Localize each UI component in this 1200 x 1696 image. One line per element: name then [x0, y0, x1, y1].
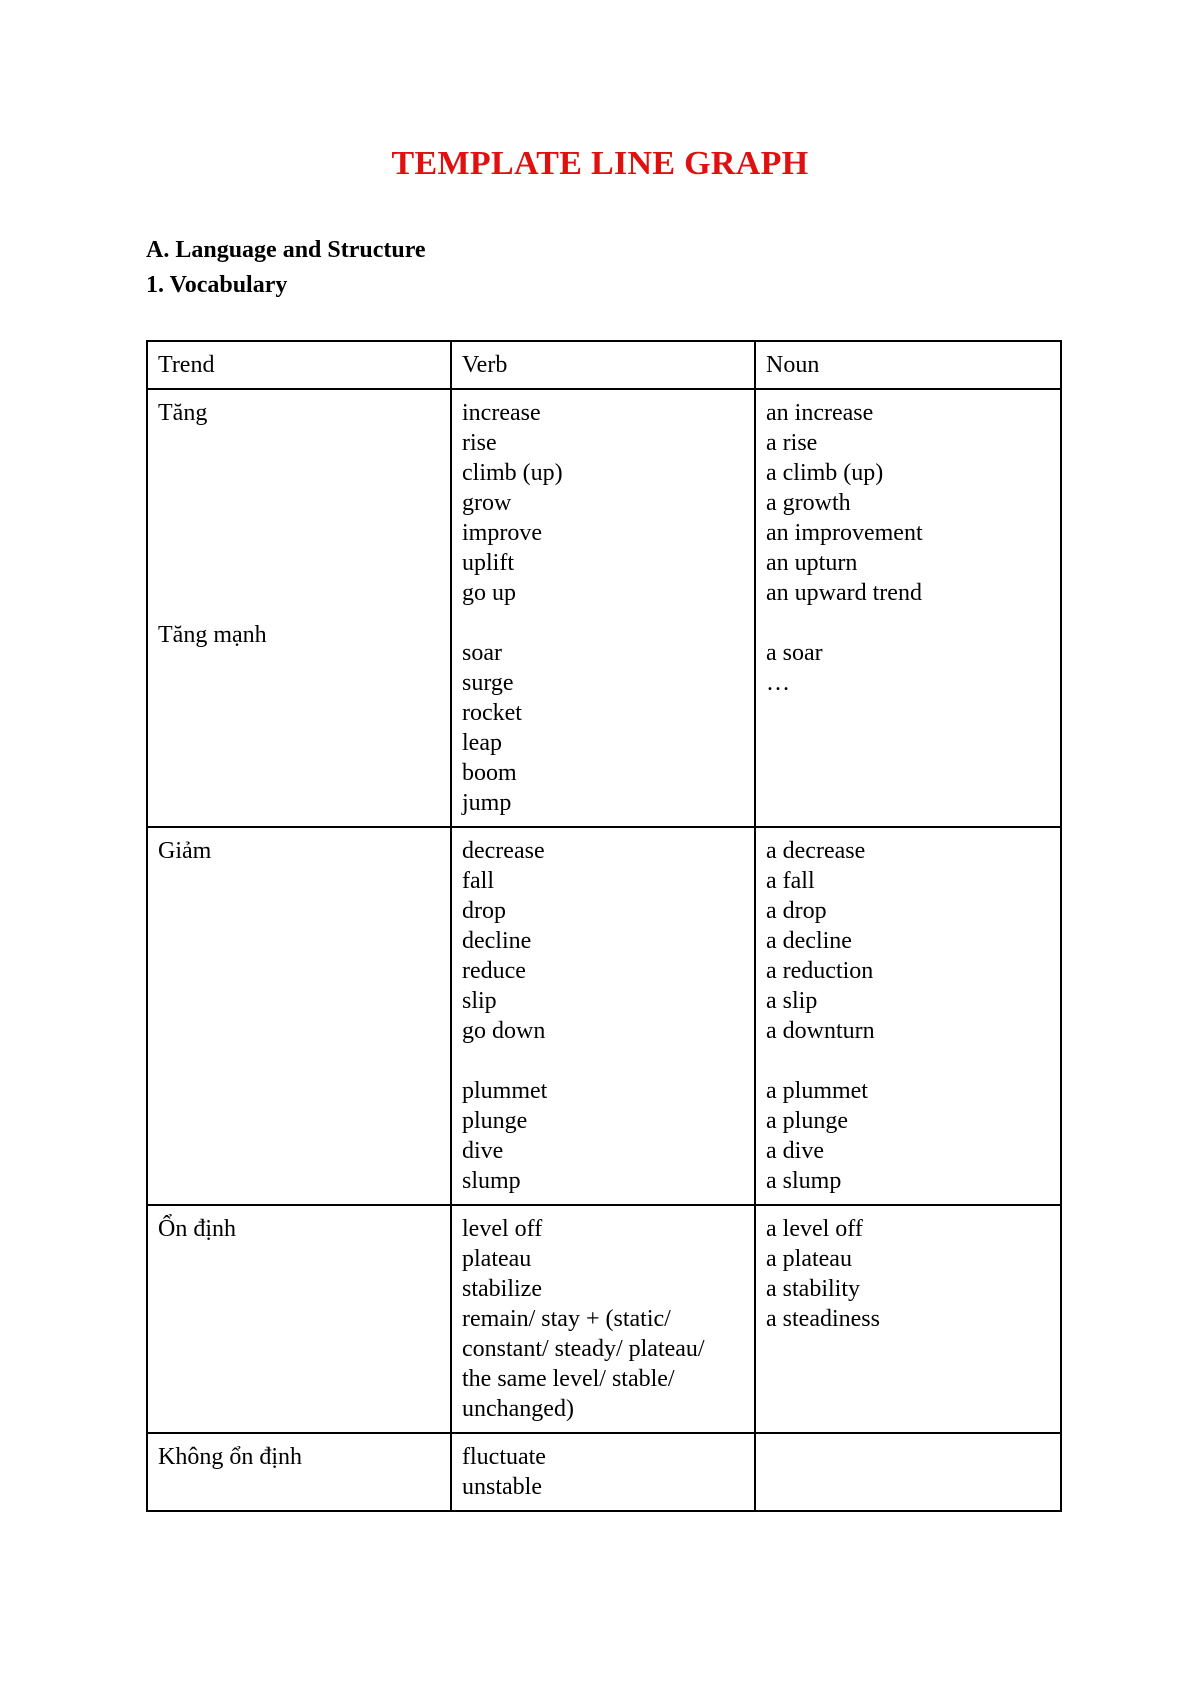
section-heading-language-structure: A. Language and Structure: [146, 237, 426, 263]
list-item: soar: [462, 640, 502, 666]
list-item: a rise: [766, 430, 818, 456]
list-item: stabilize: [462, 1276, 542, 1302]
list-item: increase: [462, 400, 541, 426]
list-item: a plateau: [766, 1246, 852, 1272]
list-item: an improvement: [766, 520, 923, 546]
list-item: jump: [462, 790, 512, 816]
list-item: plateau: [462, 1246, 532, 1272]
noun-list: [766, 1214, 1050, 1334]
noun-list-strong: [766, 638, 1050, 698]
table-row-increase: [147, 389, 1061, 827]
verb-list: [462, 836, 744, 1046]
trend-label: Tăng: [158, 400, 208, 426]
trend-label: Ổn định: [158, 1216, 236, 1242]
list-item: fall: [462, 868, 494, 894]
list-item: unchanged): [462, 1396, 574, 1422]
list-item: decline: [462, 928, 532, 954]
list-item: reduce: [462, 958, 526, 984]
trend-sublabel: Tăng mạnh: [158, 622, 267, 648]
verb-cell: [451, 389, 755, 827]
table-row-stable: [147, 1205, 1061, 1433]
list-item: an upward trend: [766, 580, 922, 606]
list-item: remain/ stay + (static/: [462, 1306, 671, 1332]
list-item: rocket: [462, 700, 522, 726]
list-item: a drop: [766, 898, 827, 924]
list-item: a decrease: [766, 838, 866, 864]
list-item: a reduction: [766, 958, 874, 984]
noun-list-strong: [766, 1076, 1050, 1196]
list-item: rise: [462, 430, 497, 456]
noun-cell: [755, 1205, 1061, 1433]
noun-list: [766, 398, 1050, 608]
noun-cell: [755, 827, 1061, 1205]
header-noun: Noun: [755, 341, 1061, 389]
list-item: surge: [462, 670, 514, 696]
noun-cell: [755, 389, 1061, 827]
table-row-decrease: [147, 827, 1061, 1205]
list-item: a steadiness: [766, 1306, 880, 1332]
list-item: …: [766, 670, 790, 696]
list-item: a plummet: [766, 1078, 868, 1104]
list-item: level off: [462, 1216, 543, 1242]
list-item: a plunge: [766, 1108, 848, 1134]
table-row-unstable: [147, 1433, 1061, 1511]
trend-cell: [147, 389, 451, 827]
verb-list: [462, 398, 744, 608]
verb-cell: [451, 827, 755, 1205]
list-item: dive: [462, 1138, 504, 1164]
verb-list: [462, 1442, 744, 1502]
noun-list: [766, 836, 1050, 1046]
list-item: fluctuate: [462, 1444, 546, 1470]
list-item: slip: [462, 988, 497, 1014]
verb-list-strong: [462, 638, 744, 818]
list-item: the same level/ stable/: [462, 1366, 675, 1392]
verb-cell: [451, 1205, 755, 1433]
trend-label: Giảm: [158, 838, 212, 864]
list-item: leap: [462, 730, 502, 756]
vocabulary-table: [146, 340, 1062, 1512]
list-item: a growth: [766, 490, 851, 516]
verb-list-strong: [462, 1076, 744, 1196]
list-item: a level off: [766, 1216, 863, 1242]
verb-list: [462, 1214, 744, 1424]
list-item: improve: [462, 520, 542, 546]
trend-cell: [147, 1205, 451, 1433]
list-item: boom: [462, 760, 517, 786]
list-item: an upturn: [766, 550, 858, 576]
list-item: a stability: [766, 1276, 860, 1302]
list-item: a dive: [766, 1138, 824, 1164]
header-verb: Verb: [451, 341, 755, 389]
header-trend: Trend: [147, 341, 451, 389]
list-item: drop: [462, 898, 506, 924]
list-item: unstable: [462, 1474, 542, 1500]
list-item: plummet: [462, 1078, 548, 1104]
trend-cell: [147, 1433, 451, 1511]
list-item: grow: [462, 490, 512, 516]
page-title: TEMPLATE LINE GRAPH: [391, 145, 809, 182]
list-item: decrease: [462, 838, 545, 864]
list-item: plunge: [462, 1108, 528, 1134]
list-item: slump: [462, 1168, 521, 1194]
section-heading-vocabulary: 1. Vocabulary: [146, 272, 288, 298]
noun-cell: [755, 1433, 1061, 1511]
trend-cell: [147, 827, 451, 1205]
list-item: a decline: [766, 928, 852, 954]
list-item: a soar: [766, 640, 823, 666]
list-item: constant/ steady/ plateau/: [462, 1336, 705, 1362]
list-item: a slump: [766, 1168, 842, 1194]
list-item: uplift: [462, 550, 514, 576]
list-item: a climb (up): [766, 460, 884, 486]
list-item: go up: [462, 580, 516, 606]
list-item: a fall: [766, 868, 815, 894]
table-header-row: [147, 341, 1061, 389]
list-item: climb (up): [462, 460, 563, 486]
list-item: a slip: [766, 988, 818, 1014]
list-item: an increase: [766, 400, 874, 426]
verb-cell: [451, 1433, 755, 1511]
list-item: a downturn: [766, 1018, 875, 1044]
trend-label: Không ổn định: [158, 1444, 302, 1470]
list-item: go down: [462, 1018, 546, 1044]
